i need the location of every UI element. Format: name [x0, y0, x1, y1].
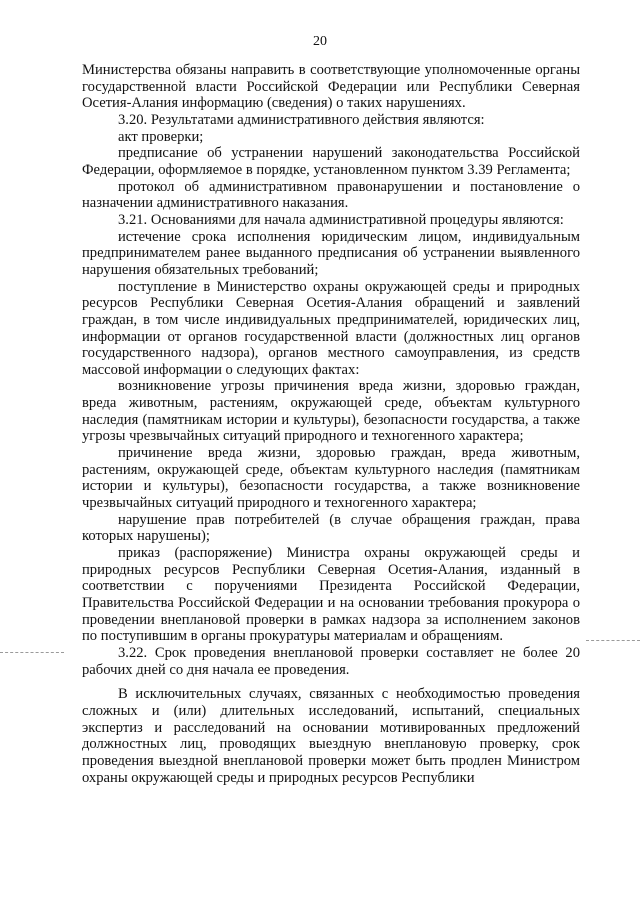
paragraph-postuplenie: поступление в Министерство охраны окружающей среды и природных ресурсов Республики Северная Осетия-Алания обращений и заявлений граждан, в том числе индивидуальных предпринимателей, юридических лиц, информации от органов государственной власти (должностных лиц органов государственного надзора), органов местного самоуправления, из средств массовой информации о следующих фактах:: [82, 278, 580, 378]
paragraph-istechenie-sroka: истечение срока исполнения юридическим лицом, индивидуальным предпринимателем ранее выданного предписания об устранении выявленного нарушения обязательных требований;: [82, 228, 580, 278]
paragraph-3-21: 3.21. Основаниями для начала административной процедуры являются:: [118, 211, 564, 228]
paragraph-narushenie-prav: нарушение прав потребителей (в случае обращения граждан, права которых нарушены);: [82, 511, 580, 545]
paragraph-prikaz: приказ (распоряжение) Министра охраны окружающей среды и природных ресурсов Республики Северная Осетия-Алания, изданный в соответствии с поручениями Президента Российской Федерации, Правительства Российской Федерации и на основании требования прокурора о проведении внеплановой проверки в рамках надзора за исполнением законов по поступившим в органы прокуратуры материалам и обращениям.: [82, 545, 580, 645]
paragraph-continuation: Министерства обязаны направить в соответствующие уполномоченные органы государственной власти Российской Федерации или Республики Северная Осетия-Алания информацию (сведения) о таких нарушениях.: [82, 62, 580, 112]
paragraph-isklyuchitelnye-sluchai: В исключительных случаях, связанных с необходимостью проведения сложных и (или) длительных исследований, испытаний, специальных экспертиз и расследований на основании мотивированных предложений должностных лиц, проводящих выездную внеплановую проверку, срок проведения выездной внеплановой проверки может быть продлен Министром охраны окружающей среды и природных ресурсов Республики: [82, 686, 580, 786]
paragraph-3-20: 3.20. Результатами административного действия являются:: [118, 111, 485, 128]
scan-artifact-line-right: [586, 640, 640, 641]
paragraph-protokol: протокол об административном правонарушении и постановление о назначении административного наказания.: [82, 178, 580, 212]
paragraph-3-22: 3.22. Срок проведения внеплановой проверки составляет не более 20 рабочих дней со дня начала ее проведения.: [82, 644, 580, 678]
scan-artifact-line-left: [0, 652, 64, 653]
paragraph-prichinenie-vreda: причинение вреда жизни, здоровью граждан, вреда животным, растениям, окружающей среде, объектам культурного наследия (памятникам истории и культуры), безопасности государства, а также возникновение чрезвычайных ситуаций природного и техногенного характера;: [82, 445, 580, 512]
paragraph-akt-proverki: акт проверки;: [118, 128, 204, 145]
document-body: [82, 62, 580, 786]
paragraph-predpisanie: предписание об устранении нарушений законодательства Российской Федерации, оформляемое в порядке, установленном пунктом 3.39 Регламента;: [82, 145, 580, 178]
paragraph-ugroza-vreda: возникновение угрозы причинения вреда жизни, здоровью граждан, вреда животным, растениям, окружающей среде, объектам культурного наследия (памятникам истории и культуры), безопасности государства, а также угрозы чрезвычайных ситуаций природного и техногенного характера;: [82, 378, 580, 445]
page-number: 20: [313, 34, 327, 49]
